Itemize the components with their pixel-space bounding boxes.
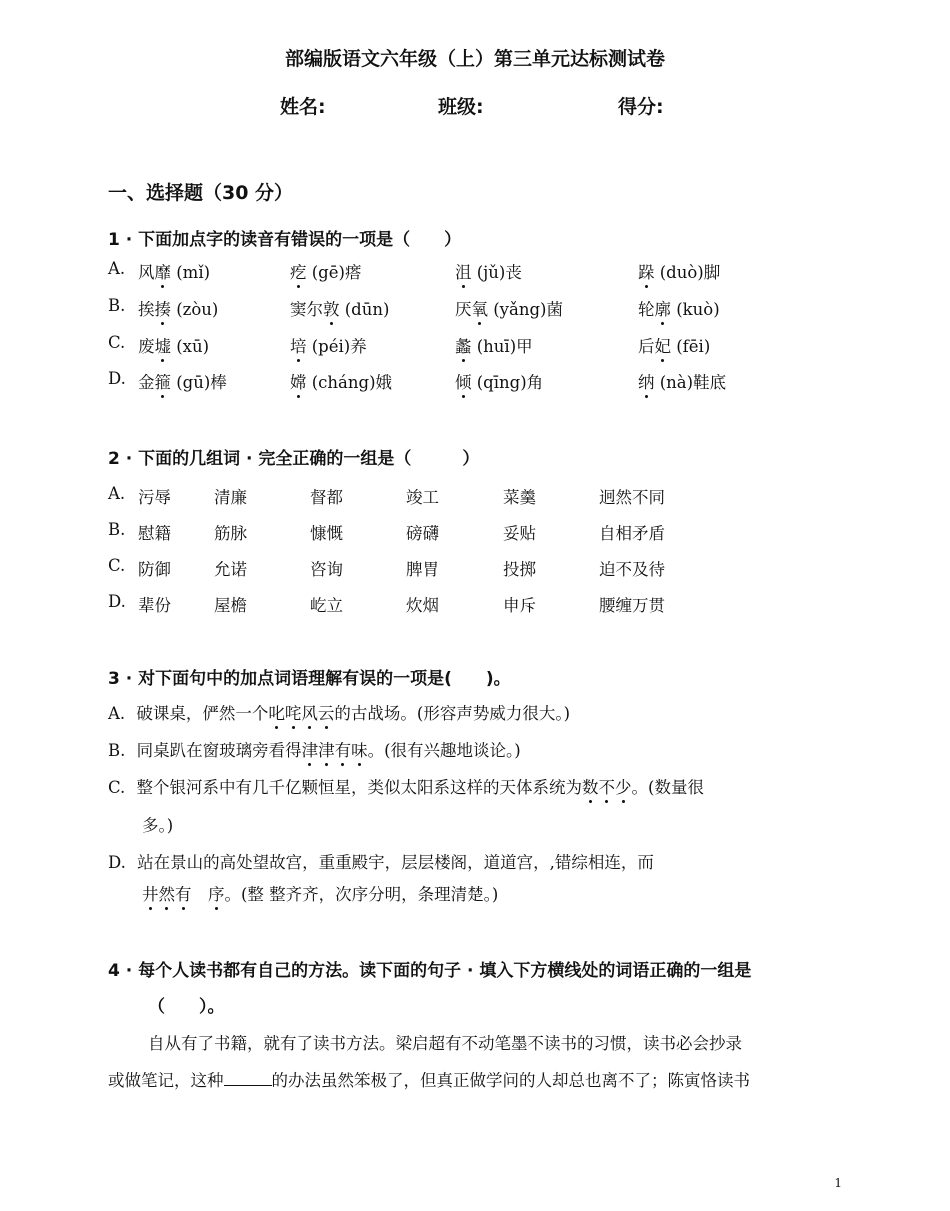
question-3-option-c — [108, 774, 704, 798]
page-number: 1 — [834, 1176, 842, 1190]
word-item: 申斥 — [503, 596, 536, 615]
question-4-stem: 4 · 每个人读书都有自己的方法。读下面的句子 · 填入下方横线处的词语正确的一组是 — [108, 961, 752, 981]
passage-text: 的办法虽然笨极了，但真正做学问的人却总也离不了；陈寅恪读书 — [271, 1071, 750, 1090]
word-item: 迫不及待 — [599, 560, 665, 579]
pinyin-item — [290, 333, 367, 357]
dotted-char: 沮 — [455, 259, 472, 283]
dotted-char: 敦 — [323, 296, 340, 320]
word-item: 磅礴 — [406, 524, 439, 543]
item-pinyin: (huī)甲 — [471, 337, 533, 356]
option-letter: B. — [108, 296, 126, 315]
item-pinyin: (mǐ) — [171, 263, 211, 282]
pinyin-item — [290, 369, 392, 393]
dotted-char: 跺 — [638, 259, 655, 283]
item-pinyin: (fēi) — [671, 337, 711, 356]
question-1-stem: 1 · 下面加点字的读音有错误的一项是（ ） — [108, 230, 462, 250]
item-pinyin: (kuò) — [671, 300, 720, 319]
option-text: 。(整 整齐齐，次序分明，条理清楚。) — [224, 885, 499, 904]
option-letter: D. — [108, 369, 126, 388]
word-item: 慷慨 — [310, 524, 343, 543]
option-letter: A. — [108, 484, 126, 503]
dotted-word: 叱咤风云 — [268, 704, 334, 723]
gap — [192, 885, 209, 904]
option-letter: A. — [108, 259, 126, 278]
section-title: 一、选择题（30 分） — [108, 182, 294, 204]
item-pinyin: (qīng)角 — [471, 373, 544, 392]
question-2-stem: 2 · 下面的几组词 · 完全正确的一组是（ ） — [108, 449, 480, 469]
option-text: 。(很有兴趣地谈论。) — [367, 741, 521, 760]
option-text: 站在景山的高处望故宫，重重殿宇，层层楼阁，道道宫，,错综相连，而 — [137, 853, 654, 872]
pinyin-item — [455, 296, 563, 320]
option-text: 。(数量很 — [631, 778, 704, 797]
item-pinyin: (yǎng)菌 — [488, 300, 563, 319]
item-text: 风 — [138, 263, 155, 282]
item-pinyin: (gē)瘩 — [306, 263, 362, 282]
question-3-option-b — [108, 737, 521, 761]
dotted-char: 倾 — [455, 369, 472, 393]
word-item: 自相矛盾 — [599, 524, 665, 543]
word-item: 筋脉 — [214, 524, 247, 543]
word-item: 辈份 — [138, 596, 171, 615]
word-item: 迥然不同 — [599, 488, 665, 507]
pinyin-item — [455, 333, 533, 357]
question-3-option-d-cont — [142, 881, 498, 905]
question-3-option-a — [108, 700, 570, 724]
option-letter: C. — [108, 556, 126, 575]
question-4-passage-line-2 — [108, 1067, 750, 1091]
question-4-passage-line-1: 自从有了书籍，就有了读书方法。梁启超有不动笔墨不读书的习惯，读书必会抄录 — [148, 1034, 742, 1053]
dotted-char: 廓 — [655, 296, 672, 320]
dotted-char: 培 — [290, 333, 307, 357]
item-text: 金 — [138, 373, 155, 392]
score-label: 得分: — [618, 96, 664, 118]
pinyin-item — [455, 369, 543, 393]
item-text: 轮 — [638, 300, 655, 319]
word-item: 腰缠万贯 — [599, 596, 665, 615]
word-item: 慰籍 — [138, 524, 171, 543]
pinyin-item — [638, 296, 720, 320]
item-text: 挨 — [138, 300, 155, 319]
name-label: 姓名: — [280, 96, 326, 118]
item-pinyin: (péi)养 — [306, 337, 367, 356]
dotted-word: 序 — [208, 885, 225, 904]
item-pinyin: (duò)脚 — [654, 263, 721, 282]
pinyin-item — [138, 369, 227, 393]
page-title: 部编版语文六年级（上）第三单元达标测试卷 — [284, 48, 665, 70]
dotted-char: 靡 — [155, 259, 172, 283]
pinyin-item — [455, 259, 522, 283]
pinyin-item — [638, 259, 720, 283]
item-pinyin: (nà)鞋底 — [654, 373, 727, 392]
item-pinyin: (dūn) — [339, 300, 390, 319]
option-letter: C. — [108, 333, 126, 352]
question-3-option-d — [108, 849, 654, 873]
pinyin-item — [638, 369, 726, 393]
pinyin-item — [290, 259, 361, 283]
dotted-char: 妃 — [655, 333, 672, 357]
word-item: 防御 — [138, 560, 171, 579]
dotted-word: 津津有味 — [302, 741, 368, 760]
option-letter: C. — [108, 778, 126, 797]
option-text: 同桌趴在窗玻璃旁看得 — [136, 741, 302, 760]
option-letter: B. — [108, 741, 126, 760]
passage-text: 或做笔记，这种 — [108, 1071, 224, 1090]
item-text: 窦尔 — [290, 300, 323, 319]
option-text: 破课桌，俨然一个 — [136, 704, 269, 723]
option-letter: A. — [108, 704, 126, 723]
dotted-char: 箍 — [155, 369, 172, 393]
item-text: 厌 — [455, 300, 472, 319]
word-item: 妥贴 — [503, 524, 536, 543]
word-item: 炊烟 — [406, 596, 439, 615]
pinyin-item — [638, 333, 710, 357]
question-4-stem-cont: （ ）。 — [148, 997, 225, 1017]
item-text: 废 — [138, 337, 155, 356]
word-item: 屋檐 — [214, 596, 247, 615]
question-3-option-c-cont: 多。) — [142, 816, 174, 835]
option-letter: D. — [108, 853, 126, 872]
option-text: 的古战场。(形容声势威力很大。) — [334, 704, 571, 723]
dotted-word: 数不少 — [582, 778, 632, 797]
item-text: 后 — [638, 337, 655, 356]
word-item: 清廉 — [214, 488, 247, 507]
dotted-char: 氧 — [472, 296, 489, 320]
class-label: 班级: — [438, 96, 484, 118]
option-letter: D. — [108, 592, 126, 611]
item-pinyin: (xū) — [171, 337, 210, 356]
item-pinyin: (jǔ)丧 — [471, 263, 522, 282]
word-item: 督都 — [310, 488, 343, 507]
word-item: 咨询 — [310, 560, 343, 579]
dotted-char: 揍 — [155, 296, 172, 320]
pinyin-item — [138, 259, 210, 283]
option-text: 整个银河系中有几千亿颗恒星，类似太阳系这样的天体系统为 — [136, 778, 583, 797]
dotted-char: 嫦 — [290, 369, 307, 393]
item-pinyin: (cháng)娥 — [306, 373, 393, 392]
word-item: 污辱 — [138, 488, 171, 507]
item-pinyin: (zòu) — [171, 300, 219, 319]
question-3-stem: 3 · 对下面句中的加点词语理解有误的一项是( )。 — [108, 669, 511, 689]
dotted-char: 墟 — [155, 333, 172, 357]
item-pinyin: (gū)棒 — [171, 373, 227, 392]
word-item: 允诺 — [214, 560, 247, 579]
word-item: 竣工 — [406, 488, 439, 507]
pinyin-item — [138, 333, 209, 357]
pinyin-item — [290, 296, 389, 320]
fill-blank[interactable] — [224, 1071, 272, 1086]
dotted-char: 疙 — [290, 259, 307, 283]
word-item: 投掷 — [503, 560, 536, 579]
word-item: 脾胃 — [406, 560, 439, 579]
word-item: 屹立 — [310, 596, 343, 615]
dotted-char: 蠡 — [455, 333, 472, 357]
dotted-char: 纳 — [638, 369, 655, 393]
dotted-word: 井然有 — [142, 885, 192, 904]
word-item: 菜羹 — [503, 488, 536, 507]
pinyin-item — [138, 296, 218, 320]
option-letter: B. — [108, 520, 126, 539]
